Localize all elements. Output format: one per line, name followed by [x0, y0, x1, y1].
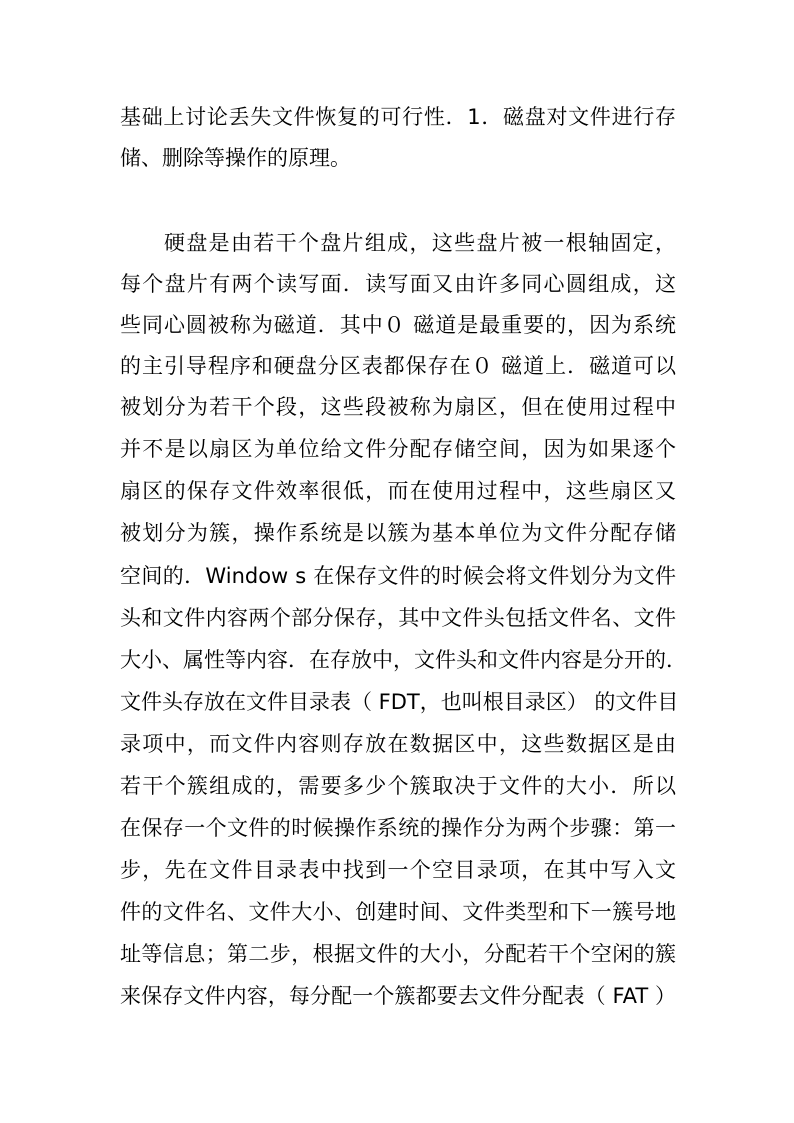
text-line: 储、删除等操作的原理。 — [120, 146, 351, 170]
text-line: 扇区的保存文件效率很低，而在使用过程中，这些扇区又 — [120, 479, 676, 503]
text-line: 被划分为若干个段，这些段被称为扇区，但在使用过程中 — [120, 395, 676, 419]
text-line: 每个盘片有两个读写面．读写面又由许多同心圆组成，这 — [120, 272, 676, 296]
text-line: 录项中，而文件内容则存放在数据区中，这些数据区是由 — [120, 732, 676, 756]
text-line: 大小、属性等内容．在存放中，文件头和文件内容是分开的． — [120, 648, 687, 672]
text-line: 头和文件内容两个部分保存，其中文件头包括文件名、文件 — [120, 606, 676, 630]
text-line: 件的文件名、文件大小、创建时间、文件类型和下一簇号地 — [120, 900, 676, 924]
paragraph-first-line: 硬盘是由若干个盘片组成，这些盘片被一根轴固定， — [164, 231, 676, 255]
text-line: 若干个簇组成的，需要多少个簇取决于文件的大小．所以 — [120, 774, 676, 798]
text-line: 来保存文件内容，每分配一个簇都要去文件分配表（ FAT ） — [120, 984, 676, 1008]
text-line: 些同心圆被称为磁道．其中０ 磁道是最重要的，因为系统 — [120, 313, 676, 337]
text-line: 在保存一个文件的时候操作系统的操作分为两个步骤：第一 — [120, 816, 676, 840]
text-line: 并不是以扇区为单位给文件分配存储空间，因为如果逐个 — [120, 437, 676, 461]
text-line: 被划分为簇，操作系统是以簇为基本单位为文件分配存储 — [120, 521, 676, 545]
text-line: 文件头存放在文件目录表（ FDT，也叫根目录区） 的文件目 — [120, 690, 679, 714]
text-line: 步，先在文件目录表中找到一个空目录项，在其中写入文 — [120, 858, 676, 882]
text-line: 空间的．Window s 在保存文件的时候会将文件划分为文件 — [120, 564, 676, 588]
text-line: 址等信息；第二步，根据文件的大小，分配若干个空闲的簇 — [120, 942, 676, 966]
text-line: 基础上讨论丢失文件恢复的可行性．1．磁盘对文件进行存 — [120, 105, 676, 129]
text-line: 的主引导程序和硬盘分区表都保存在０ 磁道上．磁道可以 — [120, 354, 676, 378]
